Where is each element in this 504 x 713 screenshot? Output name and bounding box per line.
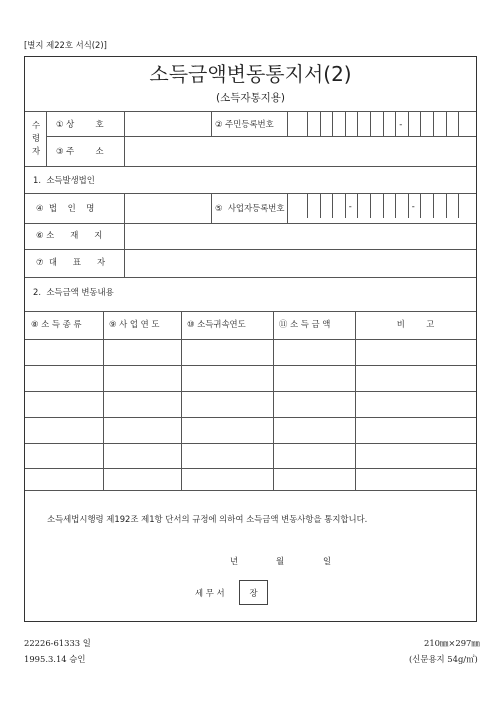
divider <box>25 277 476 278</box>
biz-number-cell[interactable] <box>307 193 321 218</box>
biz-number-cell[interactable] <box>332 193 346 218</box>
table-cell[interactable] <box>355 391 476 417</box>
date-year: 년 <box>230 556 239 566</box>
table-cell[interactable] <box>355 468 476 490</box>
biz-number-cell[interactable] <box>420 193 434 218</box>
biz-number-cell[interactable] <box>357 193 371 218</box>
approval-date: 1995.3.14 승인 <box>24 654 86 664</box>
divider <box>211 193 212 223</box>
divider <box>25 249 476 250</box>
table-cell[interactable] <box>103 468 181 490</box>
date-month: 월 <box>276 556 285 566</box>
resident-number-cell[interactable] <box>408 111 422 136</box>
table-cell[interactable] <box>273 391 355 417</box>
resident-number-cell[interactable] <box>370 111 384 136</box>
divider <box>211 111 212 136</box>
divider <box>25 311 476 312</box>
table-cell[interactable] <box>181 365 273 391</box>
date-day: 일 <box>323 556 332 566</box>
section1-heading: 1. 소득발생법인 <box>33 175 95 185</box>
divider <box>287 111 288 136</box>
divider <box>124 111 125 166</box>
table-cell[interactable] <box>103 365 181 391</box>
table-cell[interactable] <box>103 391 181 417</box>
table-cell[interactable] <box>181 417 273 443</box>
resident-number-cell[interactable] <box>332 111 346 136</box>
table-header-cell: ⑩ 소득귀속연도 <box>187 319 246 329</box>
dash-separator: - <box>411 201 415 211</box>
resident-number-cell[interactable] <box>357 111 371 136</box>
table-header-cell: ⑪ 소 득 금 액 <box>279 319 331 329</box>
resident-number-cell[interactable] <box>345 111 359 136</box>
table-cell[interactable] <box>273 339 355 365</box>
table-cell[interactable] <box>25 365 103 391</box>
resident-number-cell[interactable] <box>420 111 434 136</box>
form-title: 소득금액변동통지서(2) <box>149 62 352 86</box>
resident-number-cell[interactable] <box>433 111 447 136</box>
table-header-cell: ⑨ 사 업 연 도 <box>109 319 160 329</box>
table-cell[interactable] <box>273 468 355 490</box>
resident-number-cell[interactable] <box>307 111 321 136</box>
income-change-notice-form <box>24 56 477 622</box>
table-header-cell: 비 고 <box>396 319 435 329</box>
form-subtitle: (소득자통지용) <box>215 92 286 104</box>
table-cell[interactable] <box>25 391 103 417</box>
divider <box>287 193 288 223</box>
divider <box>46 136 476 137</box>
resident-number-label: ② 주민등록번호 <box>215 119 274 129</box>
seal-label: 장 <box>249 588 258 598</box>
paper-spec: (신문용지 54g/㎡) <box>409 654 478 664</box>
divider <box>25 223 476 224</box>
address-label: ③ 주 소 <box>56 146 104 156</box>
corp-name-label: ④ 법 인 명 <box>36 203 95 213</box>
biz-number-cell[interactable] <box>446 193 460 218</box>
name-label: ① 상 호 <box>56 119 104 129</box>
table-header-cell: ⑧ 소 득 종 류 <box>31 319 82 329</box>
paper-size: 210㎜×297㎜ <box>424 638 480 648</box>
table-cell[interactable] <box>355 365 476 391</box>
table-cell[interactable] <box>181 339 273 365</box>
table-cell[interactable] <box>355 339 476 365</box>
biz-number-cell[interactable] <box>370 193 384 218</box>
section2-heading: 2. 소득금액 변동내용 <box>33 287 114 297</box>
form-code: 22226-61333 일 <box>24 638 91 648</box>
divider <box>124 193 125 277</box>
divider <box>25 166 476 167</box>
table-cell[interactable] <box>355 443 476 468</box>
tax-office-label: 세 무 서 <box>195 588 225 598</box>
resident-number-cell[interactable] <box>320 111 334 136</box>
dash-separator: - <box>399 119 403 129</box>
table-cell[interactable] <box>103 339 181 365</box>
table-cell[interactable] <box>103 417 181 443</box>
table-cell[interactable] <box>25 339 103 365</box>
divider <box>46 111 47 166</box>
table-cell[interactable] <box>355 417 476 443</box>
biz-number-cell[interactable] <box>383 193 397 218</box>
table-cell[interactable] <box>181 468 273 490</box>
recipient-side-label: 수 령 자 <box>31 120 41 156</box>
table-cell[interactable] <box>103 443 181 468</box>
representative-label: ⑦ 대 표 자 <box>36 257 106 267</box>
dash-separator: - <box>348 201 352 211</box>
seal-box <box>239 580 268 605</box>
biz-number-cell[interactable] <box>458 193 472 218</box>
notice-text: 소득세법시행령 제192조 제1항 단서의 규정에 의하여 소득금액 변동사항을 통지합니다. <box>47 514 368 524</box>
table-cell[interactable] <box>273 365 355 391</box>
table-cell[interactable] <box>181 391 273 417</box>
table-cell[interactable] <box>25 417 103 443</box>
form-reference: [별지 제22호 서식(2)] <box>24 40 107 50</box>
location-label: ⑥ 소 재 지 <box>36 230 103 240</box>
table-cell[interactable] <box>25 468 103 490</box>
table-cell[interactable] <box>25 443 103 468</box>
table-cell[interactable] <box>273 443 355 468</box>
biz-number-cell[interactable] <box>320 193 334 218</box>
biz-number-label: ⑤ 사업자등록번호 <box>215 203 285 213</box>
table-cell[interactable] <box>273 417 355 443</box>
table-cell[interactable] <box>181 443 273 468</box>
resident-number-cell[interactable] <box>458 111 472 136</box>
resident-number-cell[interactable] <box>446 111 460 136</box>
biz-number-cell[interactable] <box>433 193 447 218</box>
divider <box>25 490 476 491</box>
biz-number-cell[interactable] <box>395 193 409 218</box>
resident-number-cell[interactable] <box>383 111 397 136</box>
